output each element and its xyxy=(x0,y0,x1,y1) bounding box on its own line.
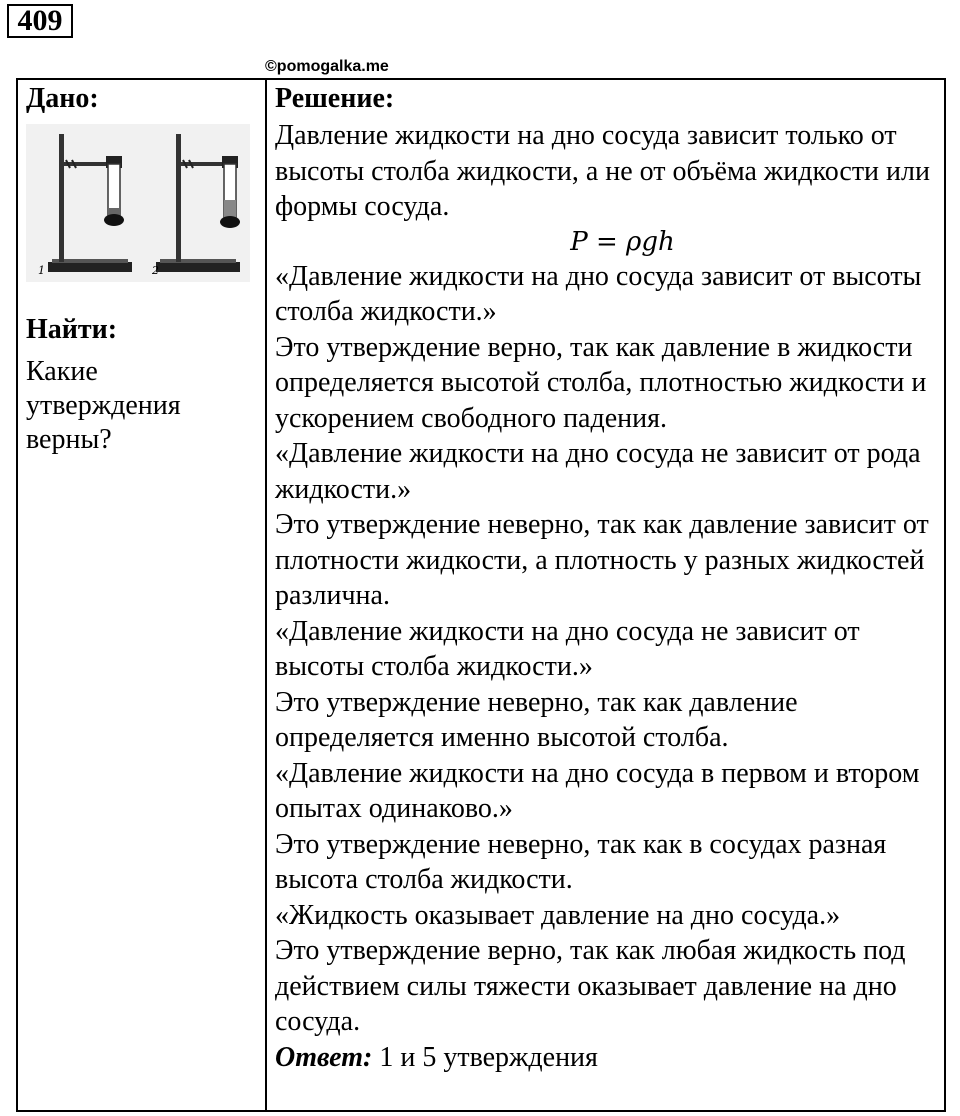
lab-stands-figure xyxy=(26,124,250,282)
solution-table xyxy=(16,78,946,1112)
explanation-4: Это утверждение неверно, так как в сосудах разная высота столба жидкости. xyxy=(275,828,887,895)
answer-label: Ответ: xyxy=(275,1041,373,1073)
statement-2: «Давление жидкости на дно сосуда не зависит от рода жидкости.» xyxy=(275,438,921,505)
solution-heading: Решение: xyxy=(275,83,395,114)
statement-4: «Давление жидкости на дно сосуда в первом и втором опытах одинаково.» xyxy=(275,757,920,824)
figure-label-1: 1 xyxy=(38,264,45,277)
explanation-3: Это утверждение неверно, так как давление определяется именно высотой столба. xyxy=(275,686,798,753)
find-heading: Найти: xyxy=(26,314,118,345)
statement-1: «Давление жидкости на дно сосуда зависит от высоты столба жидкости.» xyxy=(275,260,922,327)
figure-label-2: 2 xyxy=(152,264,159,277)
pressure-formula: P = ρgh xyxy=(570,226,675,257)
explanation-2: Это утверждение неверно, так как давление зависит от плотности жидкости, а плотность у разных жидкостей различна. xyxy=(275,509,929,611)
given-heading: Дано: xyxy=(26,83,99,114)
explanation-1: Это утверждение верно, так как давление в жидкости определяется высотой столба, плотностью жидкости и ускорением свободного падения. xyxy=(275,331,927,434)
solution-column xyxy=(275,80,940,1075)
problem-number: 409 xyxy=(7,4,73,38)
find-question: Какие утверждения верны? xyxy=(26,356,181,455)
answer-text: 1 и 5 утверждения xyxy=(372,1041,598,1073)
statement-3: «Давление жидкости на дно сосуда не зависит от высоты столба жидкости.» xyxy=(275,615,860,682)
solution-intro: Давление жидкости на дно сосуда зависит только от высоты столба жидкости, а не от объёма жидкости или формы сосуда. xyxy=(275,120,930,222)
statement-5: «Жидкость оказывает давление на дно сосуда.» xyxy=(275,899,841,931)
watermark: ©pomogalka.me xyxy=(265,58,389,75)
column-divider xyxy=(265,80,267,1110)
answer-line xyxy=(275,1040,940,1076)
given-column xyxy=(26,80,256,457)
explanation-5: Это утверждение верно, так как любая жидкость под действием силы тяжести оказывает давление на дно сосуда. xyxy=(275,935,906,1037)
